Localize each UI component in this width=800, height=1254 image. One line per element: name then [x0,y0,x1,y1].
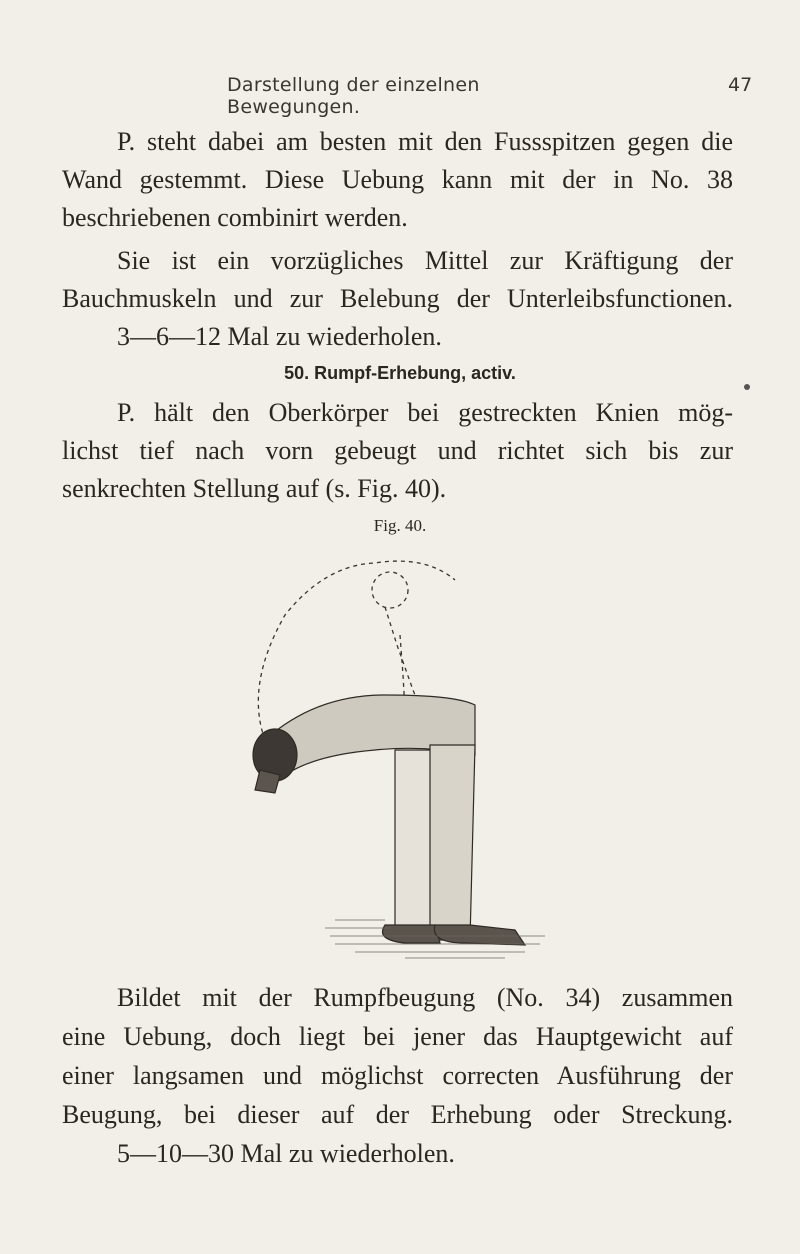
section-heading: 50. Rumpf-Erhebung, activ. [284,363,516,383]
hand-silhouette [255,770,280,793]
ink-speck [744,384,750,390]
leg-rear [395,750,435,940]
text-line: Wand gestemmt. Diese Uebung kann mit der in No. 38 [62,165,733,194]
figure-caption: Fig. 40. [373,516,427,535]
text-line: beschriebenen combinirt werden. [62,203,408,232]
text-line: eine Uebung, doch liegt bei jener das Hauptgewicht auf [62,1022,733,1051]
dotted-head [372,572,408,608]
figure-illustration [225,545,565,975]
text-line: einer langsamen und möglichst correcten Ausführung der [62,1061,733,1090]
text-line: 5—10—30 Mal zu wiederholen. [117,1139,455,1168]
text-line: Bauchmuskeln und zur Belebung der Unterleibsfunctionen. [62,284,733,313]
foot-front [434,925,525,945]
text-line: Sie ist ein vorzügliches Mittel zur Kräftigung der [117,246,733,275]
text-line: Bildet mit der Rumpfbeugung (No. 34) zusammen [117,983,733,1012]
text-line: 3—6—12 Mal zu wiederholen. [117,322,442,351]
foot-rear [383,925,441,943]
text-line: senkrechten Stellung auf (s. Fig. 40). [62,474,447,503]
leg-front [430,745,475,940]
running-head: Darstellung der einzelnen Bewegungen. [227,74,480,118]
text-line: Beugung, bei dieser auf der Erhebung oder Streckung. [62,1100,733,1129]
text-line: lichst tief nach vorn gebeugt und richtet sich bis zur [62,436,733,465]
text-line: P. steht dabei am besten mit den Fussspitzen gegen die [117,127,733,156]
text-line: P. hält den Oberkörper bei gestreckten Knien mög- [117,398,733,427]
page-number: 47 [728,74,753,96]
